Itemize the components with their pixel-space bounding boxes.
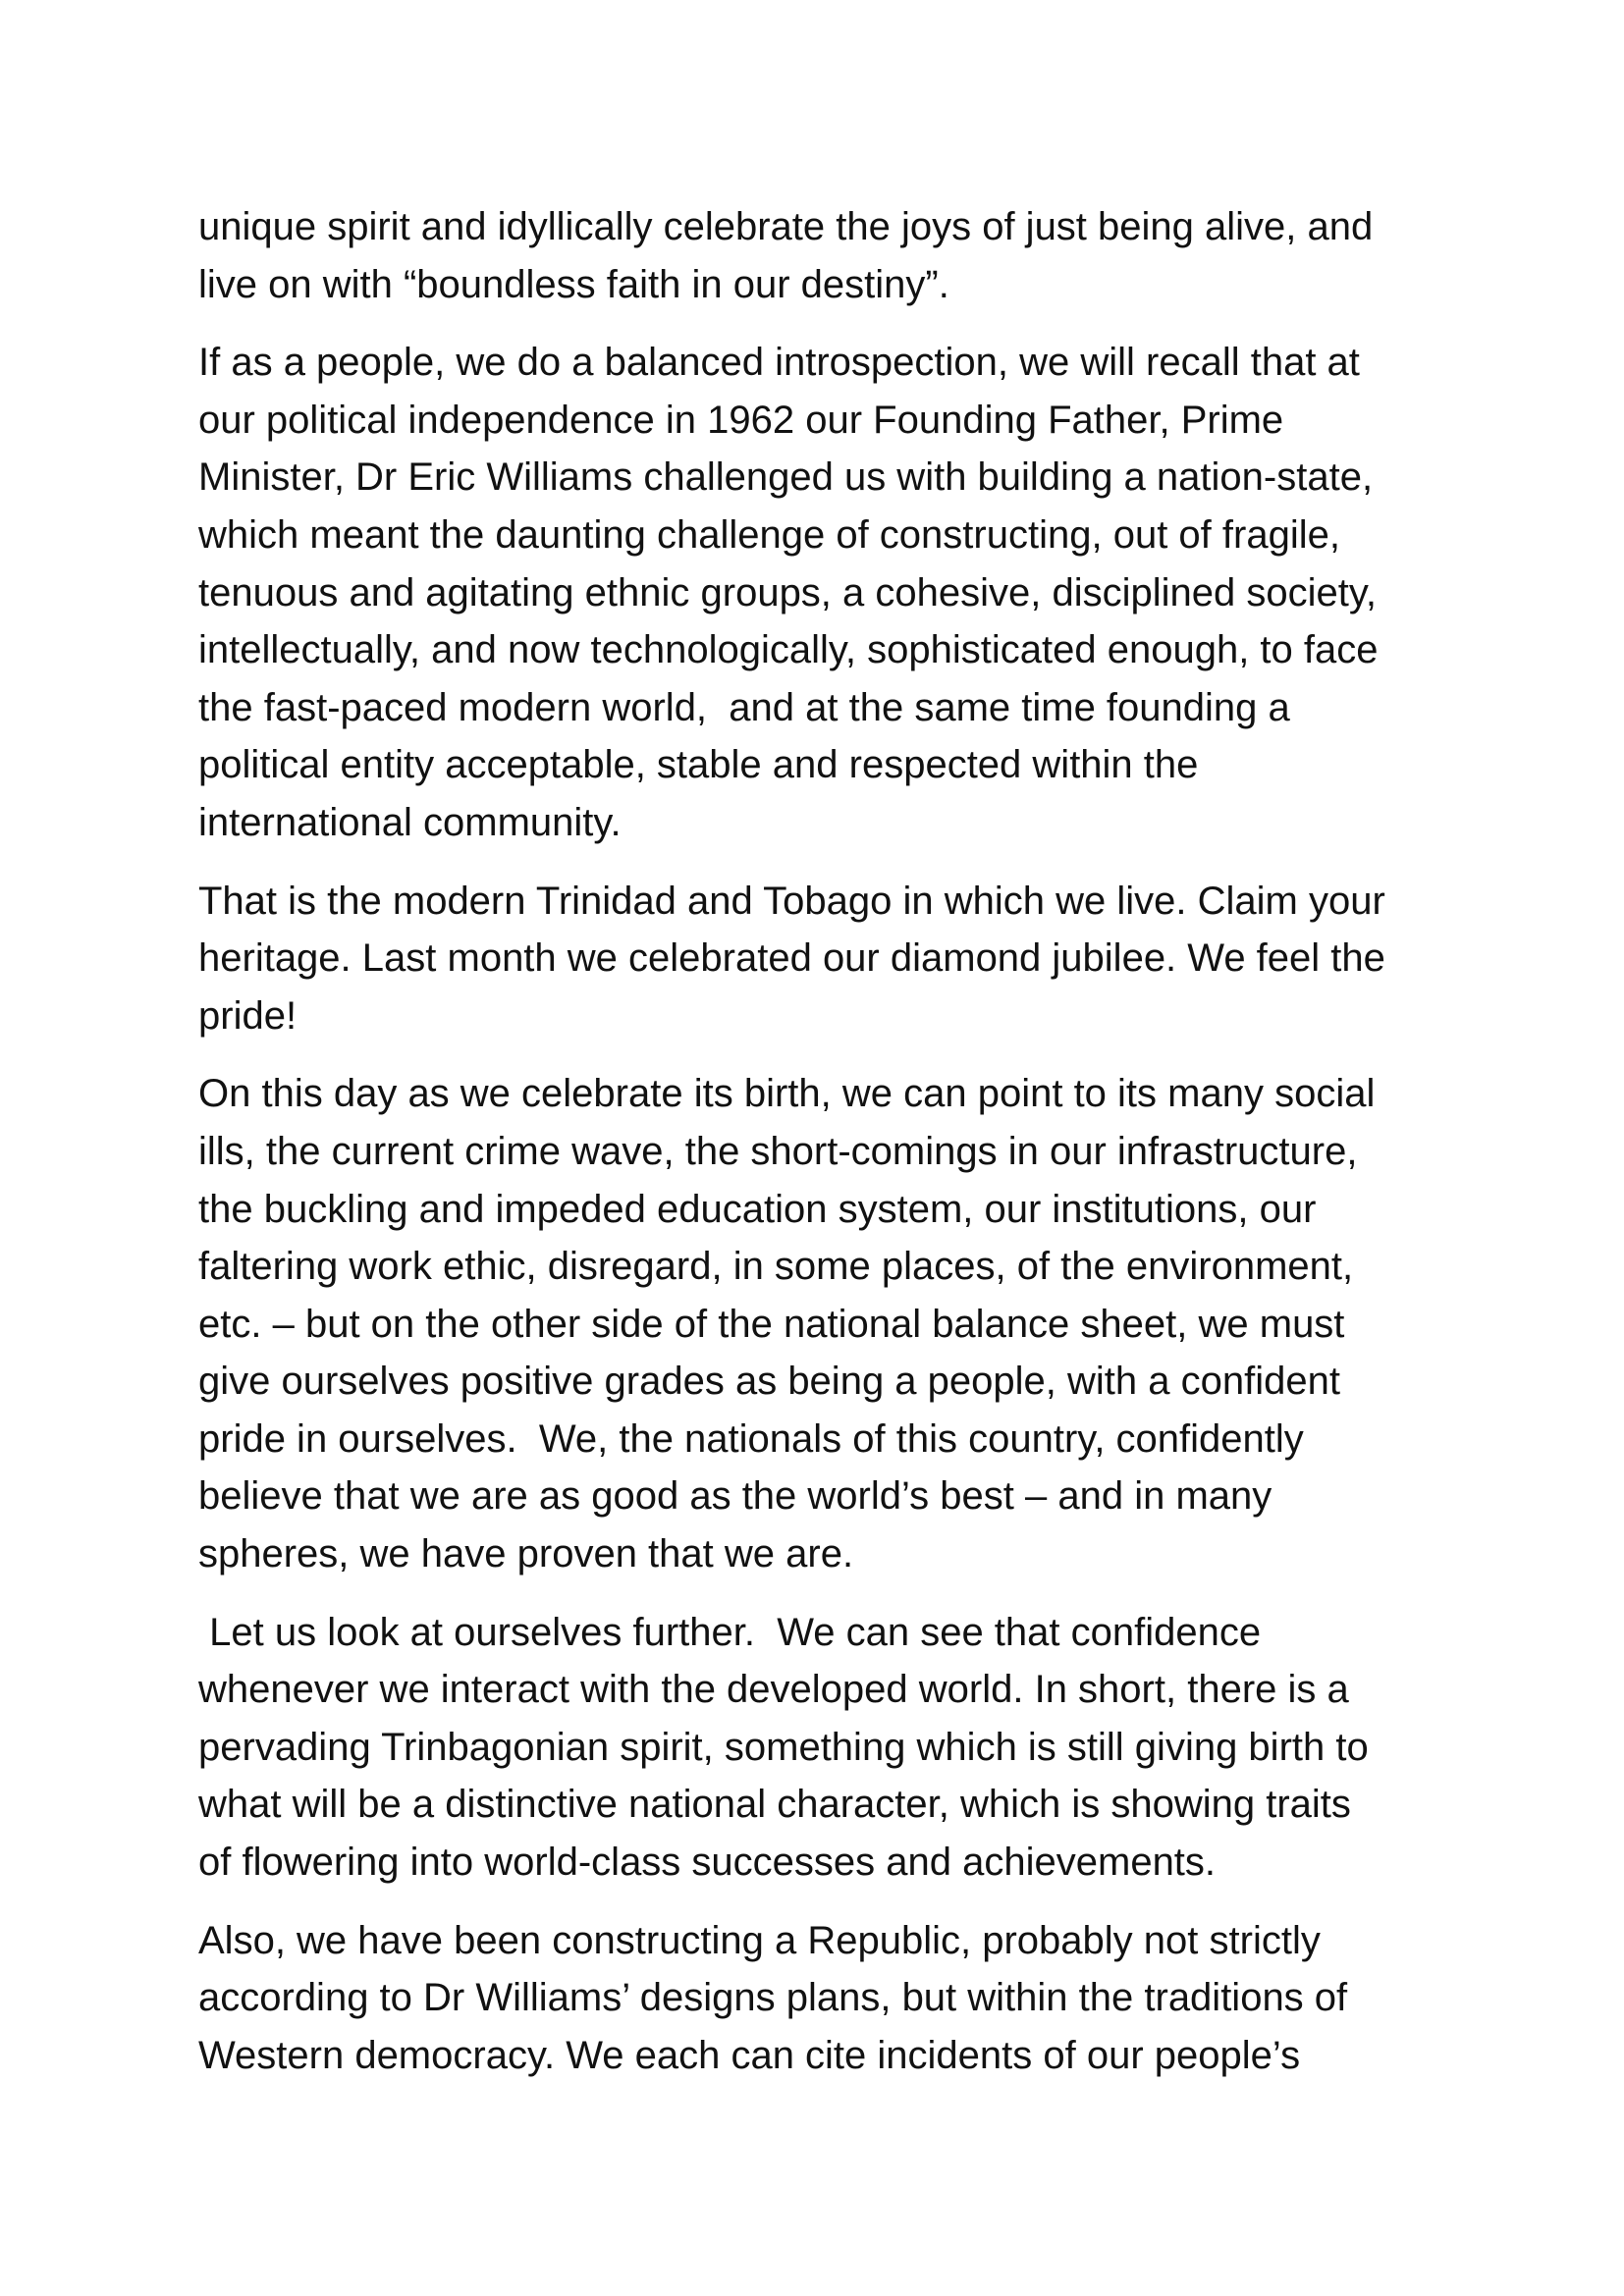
text-line: whenever we interact with the developed world. In short, there is a bbox=[198, 1668, 1349, 1712]
text-line: heritage. Last month we celebrated our diamond jubilee. We feel the bbox=[198, 936, 1385, 981]
text-line: which meant the daunting challenge of constructing, out of fragile, bbox=[198, 512, 1340, 557]
text-line: Western democracy. We each can cite incidents of our people’s bbox=[198, 2033, 1301, 2077]
text-line: what will be a distinctive national character, which is showing traits bbox=[198, 1783, 1351, 1827]
text-line: our political independence in 1962 our Founding Father, Prime bbox=[198, 398, 1284, 442]
text-line: On this day as we celebrate its birth, we can point to its many social bbox=[198, 1072, 1376, 1116]
paragraph-5 bbox=[198, 1604, 1465, 1892]
text-line: spheres, we have proven that we are. bbox=[198, 1532, 854, 1576]
text-line: pride in ourselves. We, the nationals of this country, confidently bbox=[198, 1416, 1304, 1461]
text-line: political entity acceptable, stable and respected within the bbox=[198, 743, 1199, 787]
text-line: the fast-paced modern world, and at the same time founding a bbox=[198, 685, 1290, 729]
text-line: give ourselves positive grades as being a people, with a confident bbox=[198, 1360, 1340, 1404]
paragraph-1 bbox=[198, 198, 1465, 313]
text-line: ills, the current crime wave, the short-comings in our infrastructure, bbox=[198, 1129, 1358, 1173]
text-line: unique spirit and idyllically celebrate the joys of just being alive, and bbox=[198, 205, 1374, 248]
text-line: pride! bbox=[198, 993, 298, 1038]
text-line: pervading Trinbagonian spirit, something which is still giving birth to bbox=[198, 1725, 1369, 1769]
text-line: believe that we are as good as the world’s best – and in many bbox=[198, 1474, 1272, 1519]
text-line: the buckling and impeded education system, our institutions, our bbox=[198, 1187, 1317, 1231]
text-line: intellectually, and now technologically, sophisticated enough, to face bbox=[198, 628, 1379, 672]
paragraph-3 bbox=[198, 873, 1465, 1045]
text-line: live on with “boundless faith in our destiny”. bbox=[198, 262, 949, 306]
paragraph-4 bbox=[198, 1065, 1465, 1582]
paragraph-2 bbox=[198, 334, 1465, 851]
text-line: tenuous and agitating ethnic groups, a cohesive, disciplined society, bbox=[198, 570, 1378, 614]
text-line: international community. bbox=[198, 800, 622, 844]
text-line: That is the modern Trinidad and Tobago in which we live. Claim your bbox=[198, 879, 1385, 923]
text-line: etc. – but on the other side of the national balance sheet, we must bbox=[198, 1302, 1345, 1346]
text-line: Minister, Dr Eric Williams challenged us with building a nation-state, bbox=[198, 455, 1374, 500]
text-line: faltering work ethic, disregard, in some places, of the environment, bbox=[198, 1245, 1354, 1289]
text-line: of flowering into world-class successes and achievements. bbox=[198, 1841, 1217, 1885]
text-line: Let us look at ourselves further. We can see that confidence bbox=[198, 1610, 1262, 1654]
text-line: according to Dr Williams’ designs plans, but within the traditions of bbox=[198, 1976, 1348, 2020]
text-line: Also, we have been constructing a Republic, probably not strictly bbox=[198, 1918, 1321, 1962]
paragraph-6 bbox=[198, 1912, 1465, 2085]
body-text bbox=[198, 198, 1465, 2105]
text-line: If as a people, we do a balanced introspection, we will recall that at bbox=[198, 341, 1360, 385]
